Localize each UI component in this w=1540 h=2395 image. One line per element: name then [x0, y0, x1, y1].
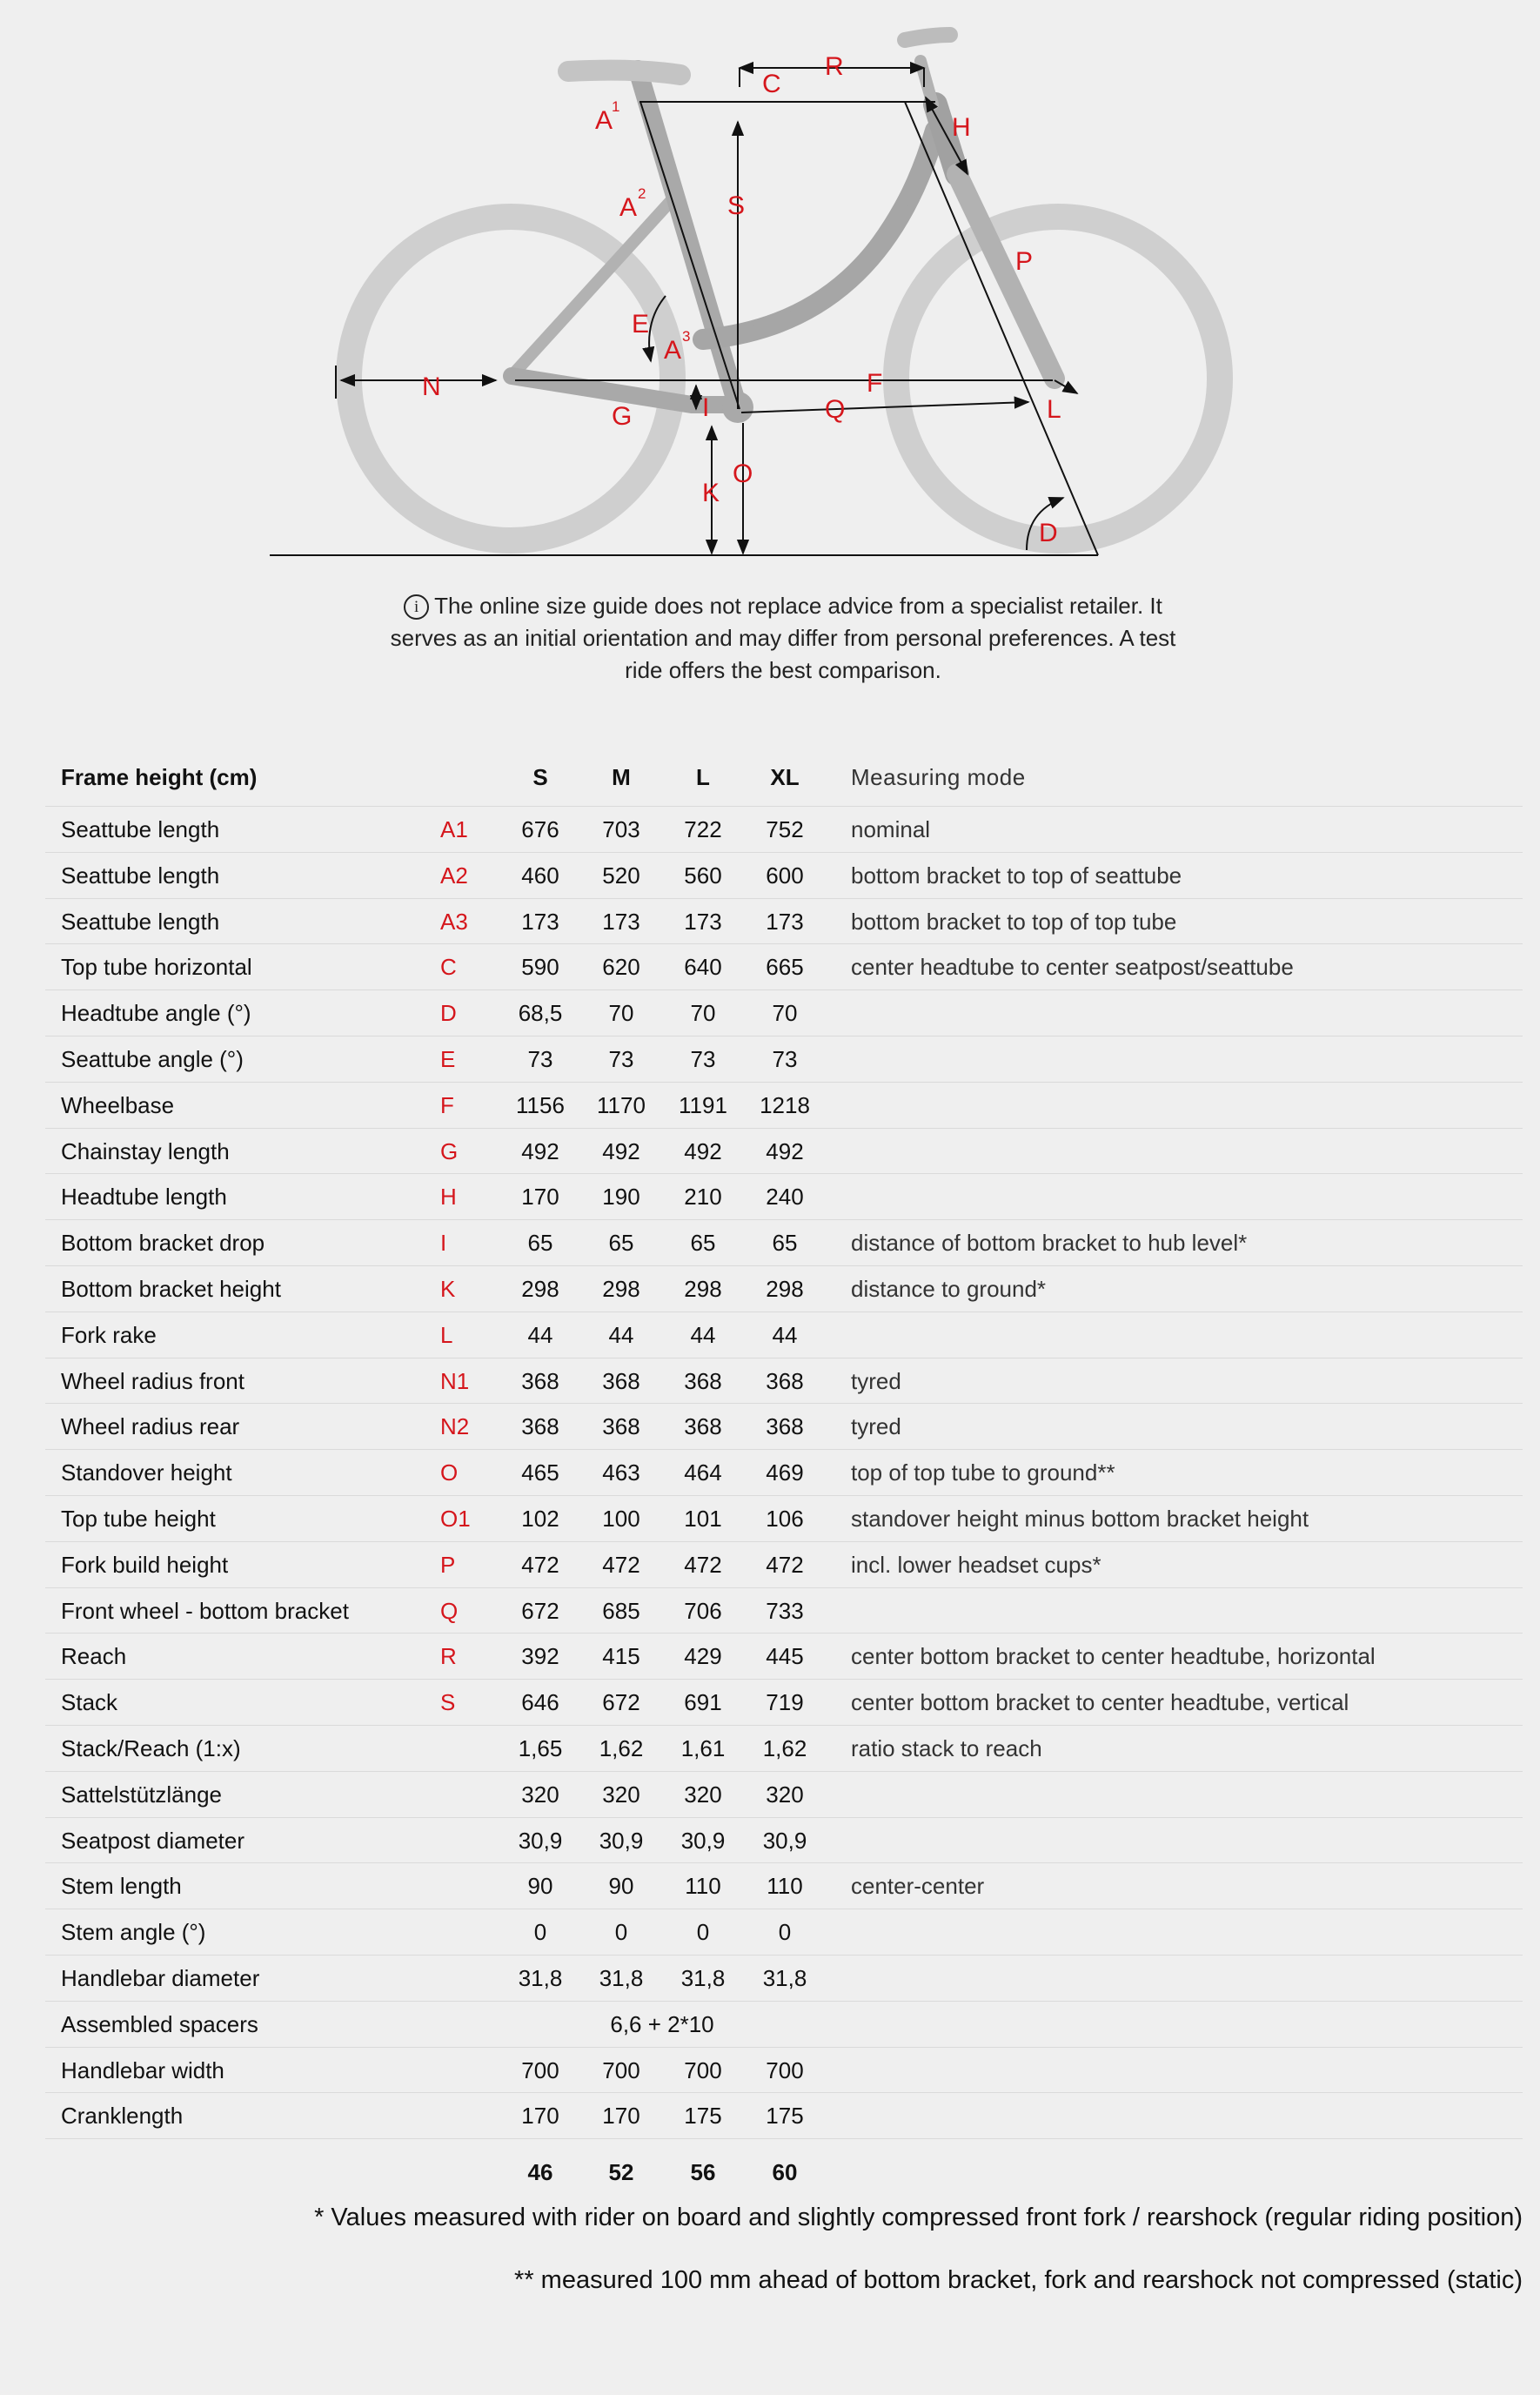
label-n: N: [422, 372, 441, 401]
row-value-l: 210: [684, 1184, 722, 1211]
label-s: S: [727, 191, 746, 220]
row-parameter-name: Headtube length: [61, 1184, 227, 1211]
row-value-m: 0: [614, 1919, 628, 1946]
row-value-m: 1170: [597, 1091, 646, 1118]
row-value-l: 464: [684, 1459, 722, 1486]
row-measuring-mode: incl. lower headset cups*: [851, 1551, 1101, 1578]
row-value-xl: 0: [778, 1919, 792, 1946]
row-value-m: 100: [602, 1505, 640, 1532]
row-value-xl: 665: [766, 954, 804, 981]
row-value-s: 65: [527, 1230, 553, 1257]
row-value-s: 73: [527, 1045, 553, 1072]
table-row: [45, 990, 1523, 1036]
label-a2-sup: 2: [638, 185, 646, 202]
row-value-m: 415: [602, 1643, 640, 1670]
row-value-xl: 175: [766, 2103, 804, 2130]
table-row: [45, 1220, 1523, 1266]
row-value-s: 1156: [516, 1091, 565, 1118]
label-h: H: [952, 113, 971, 142]
table-row: [45, 1956, 1523, 2002]
label-a2: A: [619, 193, 638, 222]
table-row: [45, 2048, 1523, 2094]
row-value-l: 31,8: [680, 1964, 726, 1991]
row-value-l: 65: [690, 1230, 716, 1257]
row-diagram-code: S: [440, 1689, 456, 1716]
row-value-xl: 298: [766, 1275, 804, 1302]
row-value-s: 102: [521, 1505, 559, 1532]
label-c: C: [762, 70, 781, 98]
row-diagram-code: G: [440, 1137, 459, 1164]
row-parameter-name: Stem angle (°): [61, 1919, 206, 1946]
diagram-labels: [422, 52, 1061, 547]
table-row: [45, 1404, 1523, 1450]
table-row: [45, 899, 1523, 945]
info-icon: i: [404, 594, 429, 620]
label-o: O: [733, 460, 753, 488]
row-parameter-name: Wheelbase: [61, 1091, 175, 1118]
row-measuring-mode: top of top tube to ground**: [851, 1459, 1115, 1486]
row-value-xl: 240: [766, 1184, 804, 1211]
row-measuring-mode: tyred: [851, 1413, 901, 1440]
table-row: [45, 944, 1523, 990]
row-value-m: 685: [602, 1597, 640, 1624]
row-value-s: 672: [521, 1597, 559, 1624]
table-row: [45, 1818, 1523, 1864]
table-row: [45, 1588, 1523, 1634]
row-value-s: 1,65: [518, 1734, 563, 1761]
row-value-l: 722: [684, 816, 722, 842]
row-diagram-code: R: [440, 1643, 457, 1670]
row-measuring-mode: distance to ground*: [851, 1275, 1047, 1302]
row-value-xl: 445: [766, 1643, 804, 1670]
row-measuring-mode: center bottom bracket to center headtube, horizontal: [851, 1643, 1376, 1670]
row-value-s: 460: [521, 862, 559, 889]
row-value-m: 463: [602, 1459, 640, 1486]
header-size-xl: XL: [770, 764, 800, 790]
table-row: [45, 2093, 1523, 2139]
label-r: R: [825, 52, 844, 81]
row-diagram-code: I: [440, 1230, 447, 1257]
row-value-s: 30,9: [518, 1827, 563, 1854]
row-value-s: 472: [521, 1551, 559, 1578]
table-row: [45, 1036, 1523, 1083]
table-row: [45, 853, 1523, 899]
size-guide-note: [383, 590, 1183, 687]
row-value-m: 173: [602, 908, 640, 935]
row-value-l: 429: [684, 1643, 722, 1670]
row-diagram-code: F: [440, 1091, 454, 1118]
header-frame-height: Frame height (cm): [61, 764, 258, 790]
row-value-l: 73: [690, 1045, 716, 1072]
row-value-l: 70: [690, 1000, 716, 1027]
row-parameter-name: Seattube length: [61, 862, 220, 889]
row-parameter-name: Assembled spacers: [61, 2010, 258, 2037]
row-value-l: 472: [684, 1551, 722, 1578]
row-value-s: 170: [521, 2103, 559, 2130]
header-size-l: L: [696, 764, 710, 790]
row-value-l: 640: [684, 954, 722, 981]
row-value-xl: 368: [766, 1413, 804, 1440]
footnote-static-measure: ** measured 100 mm ahead of bottom bracket, fork and rearshock not compressed (static): [514, 2266, 1523, 2294]
row-parameter-name: Reach: [61, 1643, 127, 1670]
label-d: D: [1039, 519, 1058, 547]
row-value-xl: 73: [772, 1045, 798, 1072]
table-row: [45, 1680, 1523, 1726]
table-row: [45, 1083, 1523, 1129]
row-measuring-mode: bottom bracket to top of seattube: [851, 862, 1182, 889]
row-diagram-code: P: [440, 1551, 456, 1578]
size-guide-note-text: The online size guide does not replace advice from a specialist retailer. It serves as an initial orientation and may differ from personal preferences. A test ride offers the best comparison.: [390, 593, 1176, 683]
row-measuring-mode: center bottom bracket to center headtube, vertical: [851, 1689, 1349, 1716]
row-value-s: 465: [521, 1459, 559, 1486]
row-value-l: 30,9: [680, 1827, 726, 1854]
row-value-m: 492: [602, 1137, 640, 1164]
row-value-m: 620: [602, 954, 640, 981]
label-k: K: [702, 479, 720, 507]
geometry-table: [45, 748, 1523, 2200]
row-value-l: 1191: [679, 1091, 727, 1118]
row-value-xl: 106: [766, 1505, 804, 1532]
row-value-m: 368: [602, 1413, 640, 1440]
label-f: F: [867, 369, 883, 398]
row-value-s: 590: [521, 954, 559, 981]
table-row: [45, 1312, 1523, 1359]
footer-frame-height-l: 56: [690, 2159, 716, 2186]
row-value-m: 472: [602, 1551, 640, 1578]
row-diagram-code: N1: [440, 1367, 470, 1394]
row-value-l: 492: [684, 1137, 722, 1164]
label-g: G: [612, 402, 633, 431]
row-value-m: 520: [602, 862, 640, 889]
table-row: [45, 1634, 1523, 1680]
row-value-s: 700: [521, 2056, 559, 2083]
row-value-l: 298: [684, 1275, 722, 1302]
row-diagram-code: A2: [440, 862, 468, 889]
row-value-xl: 600: [766, 862, 804, 889]
row-value-xl: 173: [766, 908, 804, 935]
row-value-s: 170: [521, 1184, 559, 1211]
row-parameter-name: Stem length: [61, 1873, 182, 1900]
table-footer: [45, 2139, 1523, 2200]
row-value-s: 31,8: [518, 1964, 563, 1991]
row-parameter-name: Seattube angle (°): [61, 1045, 244, 1072]
row-diagram-code: A3: [440, 908, 468, 935]
row-measuring-mode: bottom bracket to top of top tube: [851, 908, 1177, 935]
label-a1: A: [595, 106, 613, 135]
row-value-xl: 30,9: [762, 1827, 807, 1854]
row-parameter-name: Wheel radius rear: [61, 1413, 240, 1440]
row-parameter-name: Standover height: [61, 1459, 232, 1486]
row-value-xl: 110: [767, 1873, 803, 1900]
row-value-s: 68,5: [518, 1000, 563, 1027]
row-value-m: 1,62: [599, 1734, 644, 1761]
row-value-s: 368: [521, 1413, 559, 1440]
row-value-xl: 31,8: [762, 1964, 807, 1991]
label-i: I: [702, 393, 710, 422]
row-value-l: 368: [684, 1413, 722, 1440]
row-parameter-name: Fork rake: [61, 1321, 157, 1348]
row-value-xl: 469: [766, 1459, 804, 1486]
row-value-l: 0: [696, 1919, 710, 1946]
row-parameter-name: Sattelstützlänge: [61, 1781, 223, 1808]
table-row: [45, 1129, 1523, 1175]
row-parameter-name: Front wheel - bottom bracket: [61, 1597, 349, 1624]
row-value-s: 646: [521, 1689, 559, 1716]
row-value-m: 190: [602, 1184, 640, 1211]
row-value-s: 492: [521, 1137, 559, 1164]
row-measuring-mode: ratio stack to reach: [851, 1734, 1042, 1761]
footnote-rider-on-board: * Values measured with rider on board and slightly compressed front fork / rearshock (regular riding position): [314, 2204, 1523, 2231]
row-value-xl: 65: [772, 1230, 798, 1257]
row-value-m: 703: [602, 816, 640, 842]
row-diagram-code: L: [440, 1321, 453, 1348]
row-value-m: 65: [608, 1230, 634, 1257]
row-value-l: 175: [684, 2103, 722, 2130]
row-parameter-name: Stack/Reach (1:x): [61, 1734, 241, 1761]
table-row: [45, 1359, 1523, 1405]
header-size-s: S: [532, 764, 548, 790]
label-e: E: [632, 310, 650, 339]
row-parameter-name: Bottom bracket height: [61, 1275, 281, 1302]
label-l: L: [1047, 395, 1061, 424]
row-value-xl: 719: [766, 1689, 804, 1716]
row-value-l: 44: [690, 1321, 716, 1348]
row-value-s: 90: [527, 1873, 553, 1900]
row-diagram-code: A1: [440, 816, 468, 842]
row-value-l: 691: [684, 1689, 722, 1716]
row-parameter-name: Bottom bracket drop: [61, 1230, 265, 1257]
row-value-all-sizes: 6,6 + 2*10: [610, 2010, 714, 2037]
row-value-xl: 752: [766, 816, 804, 842]
row-value-s: 298: [521, 1275, 559, 1302]
row-parameter-name: Fork build height: [61, 1551, 229, 1578]
label-a3-sup: 3: [682, 328, 691, 345]
row-value-m: 368: [602, 1367, 640, 1394]
row-parameter-name: Cranklength: [61, 2103, 184, 2130]
header-size-m: M: [612, 764, 631, 790]
row-value-l: 368: [684, 1367, 722, 1394]
row-value-l: 1,61: [680, 1734, 726, 1761]
row-value-l: 560: [684, 862, 722, 889]
row-measuring-mode: center headtube to center seatpost/seattube: [851, 954, 1294, 981]
row-value-xl: 320: [766, 1781, 804, 1808]
row-value-l: 110: [685, 1873, 721, 1900]
row-value-xl: 700: [766, 2056, 804, 2083]
row-value-m: 44: [608, 1321, 634, 1348]
row-parameter-name: Top tube height: [61, 1505, 216, 1532]
table-row: [45, 1266, 1523, 1312]
table-row: [45, 2002, 1523, 2048]
row-parameter-name: Handlebar width: [61, 2056, 224, 2083]
row-diagram-code: O: [440, 1459, 459, 1486]
row-value-xl: 368: [766, 1367, 804, 1394]
row-value-l: 101: [684, 1505, 722, 1532]
row-value-m: 170: [602, 2103, 640, 2130]
row-diagram-code: H: [440, 1184, 457, 1211]
row-measuring-mode: nominal: [851, 816, 931, 842]
row-parameter-name: Seatpost diameter: [61, 1827, 245, 1854]
label-a1-sup: 1: [612, 98, 620, 115]
row-value-s: 676: [521, 816, 559, 842]
table-row: [45, 1496, 1523, 1542]
row-parameter-name: Seattube length: [61, 816, 220, 842]
row-value-m: 672: [602, 1689, 640, 1716]
row-value-s: 392: [521, 1643, 559, 1670]
row-value-s: 44: [527, 1321, 553, 1348]
table-body: [45, 807, 1523, 2139]
row-value-l: 320: [684, 1781, 722, 1808]
row-value-s: 0: [533, 1919, 547, 1946]
row-value-m: 73: [608, 1045, 634, 1072]
row-measuring-mode: distance of bottom bracket to hub level*: [851, 1230, 1248, 1257]
row-value-m: 31,8: [599, 1964, 644, 1991]
row-value-xl: 492: [766, 1137, 804, 1164]
row-diagram-code: Q: [440, 1597, 459, 1624]
table-row: [45, 807, 1523, 853]
row-parameter-name: Handlebar diameter: [61, 1964, 260, 1991]
table-row: [45, 1542, 1523, 1588]
row-value-l: 173: [684, 908, 722, 935]
table-row: [45, 1450, 1523, 1496]
row-diagram-code: K: [440, 1275, 456, 1302]
header-measuring-mode: Measuring mode: [851, 764, 1026, 790]
row-value-m: 298: [602, 1275, 640, 1302]
row-parameter-name: Top tube horizontal: [61, 954, 252, 981]
row-measuring-mode: center-center: [851, 1873, 985, 1900]
row-value-xl: 1,62: [762, 1734, 807, 1761]
footer-frame-height-m: 52: [608, 2159, 634, 2186]
row-value-xl: 733: [766, 1597, 804, 1624]
row-value-s: 368: [521, 1367, 559, 1394]
row-value-xl: 70: [772, 1000, 798, 1027]
label-p: P: [1015, 247, 1034, 276]
table-row: [45, 1863, 1523, 1909]
row-value-s: 320: [521, 1781, 559, 1808]
row-value-m: 70: [608, 1000, 634, 1027]
row-value-l: 706: [684, 1597, 722, 1624]
footer-frame-height-xl: 60: [772, 2159, 798, 2186]
row-measuring-mode: standover height minus bottom bracket height: [851, 1505, 1309, 1532]
row-value-xl: 472: [766, 1551, 804, 1578]
table-header: [45, 748, 1523, 807]
row-diagram-code: N2: [440, 1413, 470, 1440]
row-value-m: 90: [608, 1873, 634, 1900]
row-parameter-name: Wheel radius front: [61, 1367, 244, 1394]
table-row: [45, 1909, 1523, 1956]
label-a3: A: [664, 336, 682, 365]
row-value-m: 320: [602, 1781, 640, 1808]
row-value-l: 700: [684, 2056, 722, 2083]
row-value-xl: 44: [772, 1321, 798, 1348]
row-measuring-mode: tyred: [851, 1367, 901, 1394]
row-parameter-name: Headtube angle (°): [61, 1000, 251, 1027]
row-diagram-code: D: [440, 1000, 457, 1027]
row-value-s: 173: [521, 908, 559, 935]
row-value-xl: 1218: [760, 1091, 810, 1118]
table-row: [45, 1726, 1523, 1772]
row-diagram-code: O1: [440, 1505, 471, 1532]
table-row: [45, 1772, 1523, 1818]
label-q: Q: [825, 395, 846, 424]
footer-frame-height-s: 46: [527, 2159, 553, 2186]
row-parameter-name: Seattube length: [61, 908, 220, 935]
row-parameter-name: Stack: [61, 1689, 118, 1716]
row-diagram-code: C: [440, 954, 457, 981]
row-diagram-code: E: [440, 1045, 456, 1072]
row-parameter-name: Chainstay length: [61, 1137, 230, 1164]
table-row: [45, 1174, 1523, 1220]
bike-geometry-diagram: [0, 0, 1540, 574]
row-value-m: 700: [602, 2056, 640, 2083]
row-value-m: 30,9: [599, 1827, 644, 1854]
